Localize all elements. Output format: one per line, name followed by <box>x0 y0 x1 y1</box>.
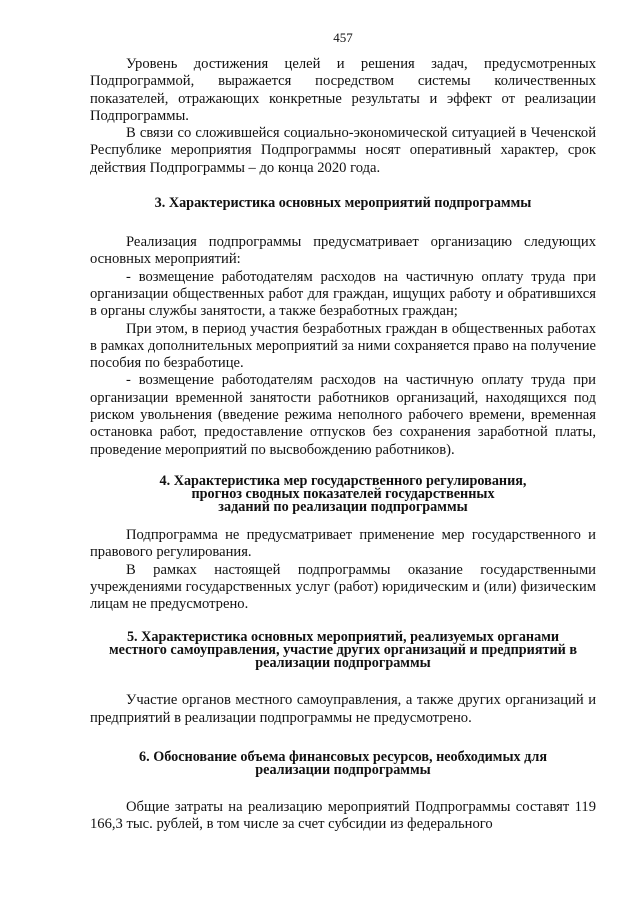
page-number: 457 <box>333 30 353 45</box>
section-6-title-line-1: 6. Обоснование объема финансовых ресурсов, необходимых для <box>139 749 547 766</box>
section-4-title-line-3: заданий по реализации подпрограммы <box>218 498 468 515</box>
section-6-paragraph-1: Общие затраты на реализацию мероприятий Подпрограммы составят 119 166,3 тыс. рублей, в том числе за счет субсидии из федерального <box>90 799 596 833</box>
intro-paragraph-2: В связи со сложившейся социально-экономической ситуацией в Чеченской Республике мероприятия Подпрограммы носят оперативный характер, срок действия Подпрограммы – до конца 2020 года. <box>90 125 596 176</box>
document-page <box>90 30 596 834</box>
section-6-title <box>90 751 596 777</box>
section-4-paragraph-1: Подпрограмма не предусматривает применение мер государственного и правового регулирования. <box>90 526 596 561</box>
section-4-title-line-2: прогноз сводных показателей государственных <box>191 485 495 502</box>
section-3-paragraph-1: Реализация подпрограммы предусматривает организацию следующих основных мероприятий: <box>90 234 596 268</box>
section-4-paragraph-2: В рамках настоящей подпрограммы оказание государственными учреждениями государственных услуг (работ) юридическим и (или) физическим лицам не предусмотрено. <box>90 561 596 613</box>
section-3-paragraph-4: - возмещение работодателям расходов на частичную оплату труда при организации временной занятости работников организаций, находящихся под риском увольнения (введение режима неполного рабочего времени, временная остановка работ, предоставление отпусков без сохранения заработной платы, проведение мероприятий по высвобождению работников). <box>90 372 596 458</box>
section-4-title-line-1: 4. Характеристика мер государственного регулирования, <box>159 472 527 489</box>
section-5-title-line-1: 5. Характеристика основных мероприятий, реализуемых органами <box>126 629 560 646</box>
section-3-paragraph-2: - возмещение работодателям расходов на частичную оплату труда при организации общественных работ для граждан, ищущих работу и обратившихся в органы службы занятости, а также безработных граждан; <box>90 268 596 320</box>
section-3-paragraph-3: При этом, в период участия безработных граждан в общественных работах в рамках дополнительных мероприятий за ними сохраняется право на получение пособия по безработице. <box>90 320 596 372</box>
section-5-title-line-2: местного самоуправления, участие других организаций и предприятий в <box>108 642 578 659</box>
section-3-title: 3. Характеристика основных мероприятий подпрограммы <box>154 195 532 212</box>
section-4-title <box>90 472 596 515</box>
section-5-title-line-3: реализации подпрограммы <box>255 655 431 672</box>
section-5-paragraph-1: Участие органов местного самоуправления, а также других организаций и предприятий в реализации подпрограммы не предусмотрено. <box>90 692 596 726</box>
intro-paragraph-1: Уровень достижения целей и решения задач, предусмотренных Подпрограммой, выражается посредством системы количественных показателей, отражающих конкретные результаты и эффект от реализации Подпрограммы. <box>90 56 596 124</box>
section-6-title-line-2: реализации подпрограммы <box>255 762 431 779</box>
section-5-title <box>90 631 596 670</box>
